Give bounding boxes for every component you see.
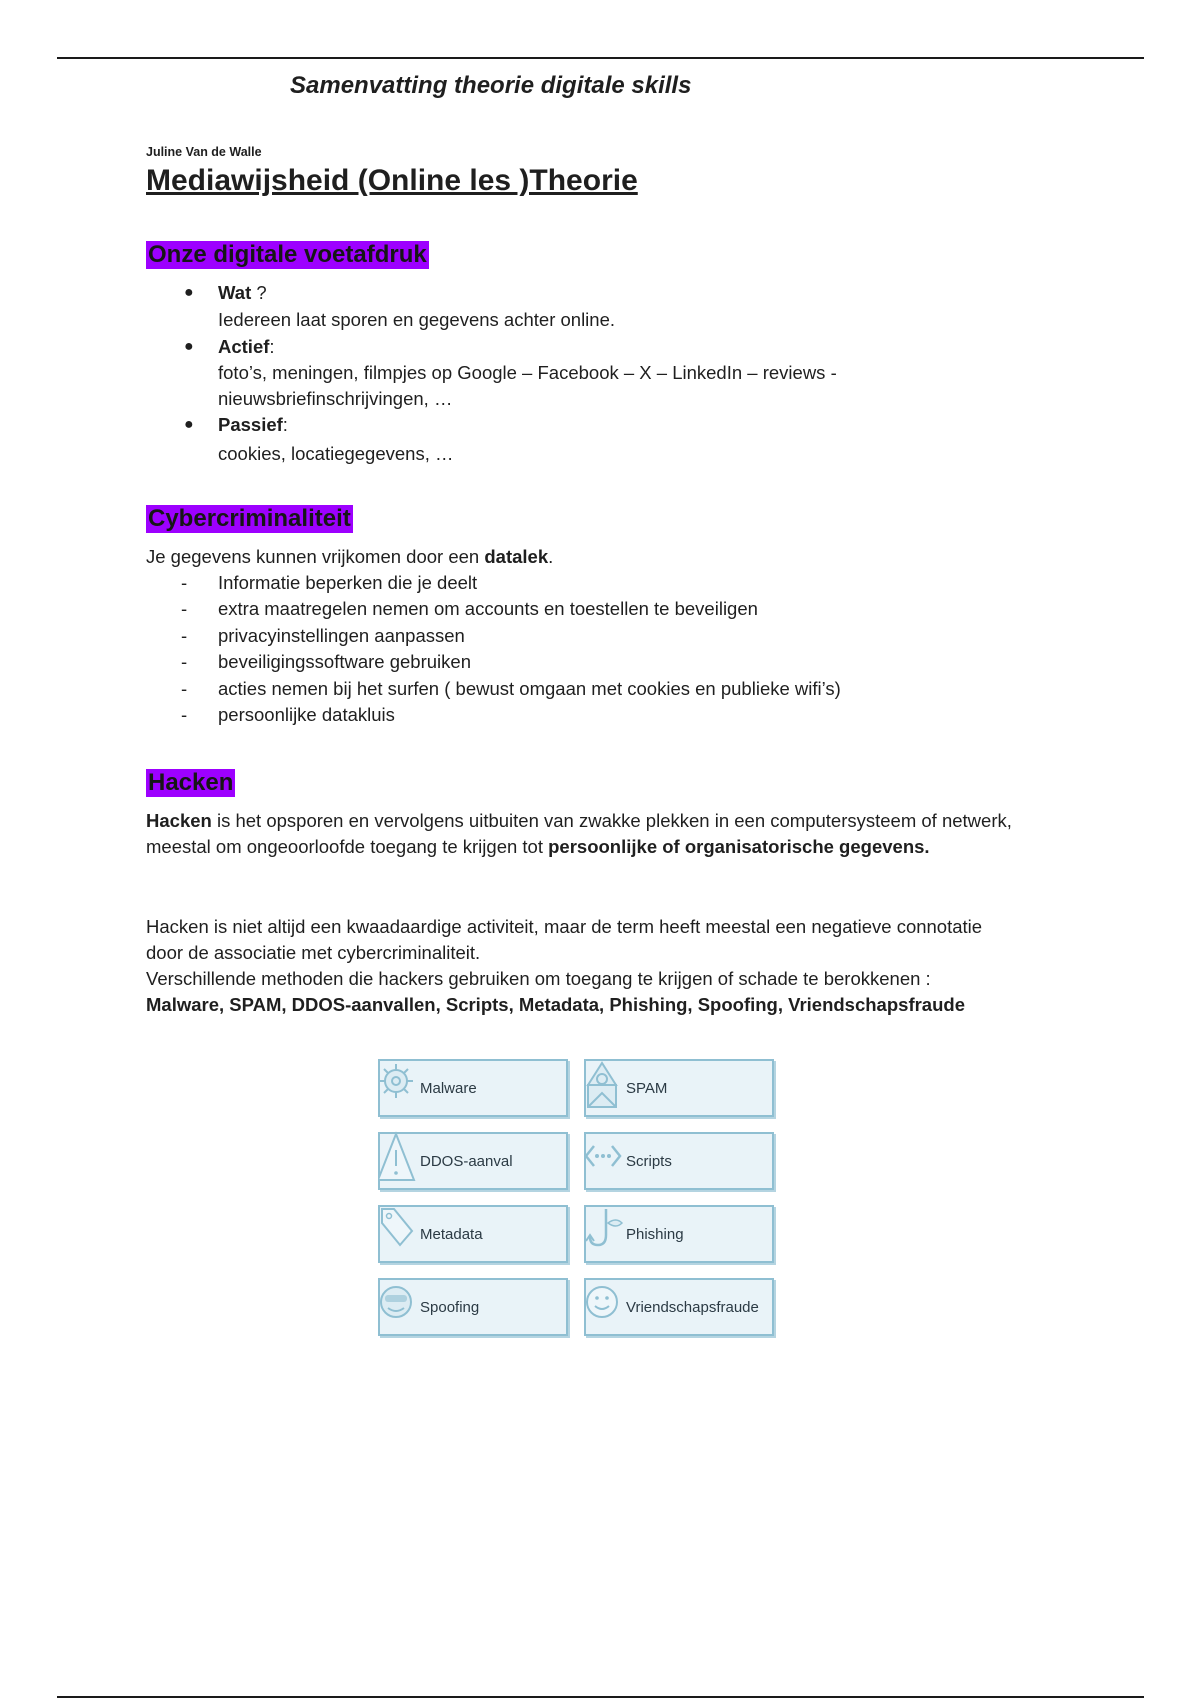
tag-icon — [378, 1201, 418, 1263]
list-item-text: persoonlijke datakluis — [218, 703, 395, 725]
bullet-suffix: : — [282, 414, 288, 435]
card-label: Scripts — [626, 1153, 672, 1170]
hacken-text: is het opsporen en vervolgens uitbuiten van zwakke plekken in een computersysteem of netwerk, meestal om ongeoorloofde toegang te krijgen tot — [146, 810, 1012, 857]
hacken-term: Hacken — [146, 810, 212, 831]
card-malware — [378, 1059, 568, 1117]
smiley-face-icon — [584, 1274, 624, 1336]
intro-end: . — [548, 546, 554, 567]
cyber-intro — [146, 544, 553, 570]
masked-face-icon — [378, 1274, 418, 1336]
document-title: Samenvatting theorie digitale skills — [290, 72, 692, 99]
bullet-text: nieuwsbriefinschrijvingen, … — [218, 388, 453, 409]
bullet-text: foto’s, meningen, filmpjes op Google – Facebook – X – LinkedIn – reviews - — [218, 362, 837, 383]
fishing-hook-icon — [584, 1201, 624, 1263]
code-script-icon — [584, 1128, 624, 1190]
list-item-text: extra maatregelen nemen om accounts en toestellen te beveiligen — [218, 598, 758, 620]
intro-text: Je gegevens kunnen vrijkomen door een — [146, 546, 485, 567]
virus-icon — [378, 1055, 418, 1117]
bullet-suffix: ? — [251, 282, 267, 303]
bullet-label: Passief — [218, 414, 283, 435]
list-item-text: beveiligingssoftware gebruiken — [218, 651, 471, 673]
card-label: Metadata — [420, 1226, 483, 1243]
bullet-icon: ● — [184, 416, 194, 433]
bullet-suffix: : — [269, 336, 275, 357]
card-spam — [584, 1059, 774, 1117]
card-label: Phishing — [626, 1226, 684, 1243]
author-name: Juline Van de Walle — [146, 145, 262, 159]
bullet-icon: ● — [184, 338, 194, 355]
section-heading-hacken: Hacken — [148, 769, 234, 796]
list-item-text: acties nemen bij het surfen ( bewust omgaan met cookies en publieke wifi’s) — [218, 677, 841, 699]
list-item-text: Informatie beperken die je deelt — [218, 572, 478, 593]
hacken-connotation: Hacken is niet altijd een kwaadaardige activiteit, maar de term heeft meestal een negatieve connotatie door de associatie met cybercriminaliteit. — [146, 916, 983, 963]
list-item-text: privacyinstellingen aanpassen — [218, 624, 465, 646]
warning-triangle-icon — [378, 1128, 418, 1190]
hacken-methods-intro: Verschillende methoden die hackers gebruiken om toegang te krijgen of schade te berokkenen : — [146, 968, 931, 989]
card-label: SPAM — [626, 1080, 668, 1097]
card-scripts — [584, 1132, 774, 1190]
bullet-text: Iedereen laat sporen en gegevens achter online. — [218, 309, 616, 330]
card-vriendschapsfraude — [584, 1278, 774, 1336]
card-ddos — [378, 1132, 568, 1190]
card-label: Malware — [420, 1080, 477, 1097]
intro-bold: datalek — [484, 546, 549, 567]
hacken-definition — [146, 808, 1016, 860]
page-title: Mediawijsheid (Online les )Theorie — [146, 164, 638, 197]
hacken-bold-end: persoonlijke of organisatorische gegevens. — [548, 836, 930, 857]
card-label: Spoofing — [420, 1299, 480, 1316]
section-heading-footprint: Onze digitale voetafdruk — [148, 241, 427, 268]
bullet-text: cookies, locatiegegevens, … — [218, 443, 454, 464]
section-heading-cybercriminaliteit: Cybercriminaliteit — [148, 505, 351, 532]
card-spoofing — [378, 1278, 568, 1336]
hacken-methods-list: Malware, SPAM, DDOS-aanvallen, Scripts, Metadata, Phishing, Spoofing, Vriendschapsfraude — [146, 994, 965, 1015]
bottom-rule — [57, 1696, 1144, 1698]
card-label: DDOS-aanval — [420, 1153, 513, 1170]
card-label: Vriendschapsfraude — [626, 1299, 759, 1316]
spam-mail-icon — [584, 1055, 624, 1117]
bullet-icon: ● — [184, 284, 194, 301]
hacking-methods-diagram — [372, 1053, 778, 1341]
top-rule — [57, 57, 1144, 59]
card-metadata — [378, 1205, 568, 1263]
card-phishing — [584, 1205, 774, 1263]
bullet-label: Actief — [218, 336, 270, 357]
bullet-label: Wat — [218, 282, 252, 303]
